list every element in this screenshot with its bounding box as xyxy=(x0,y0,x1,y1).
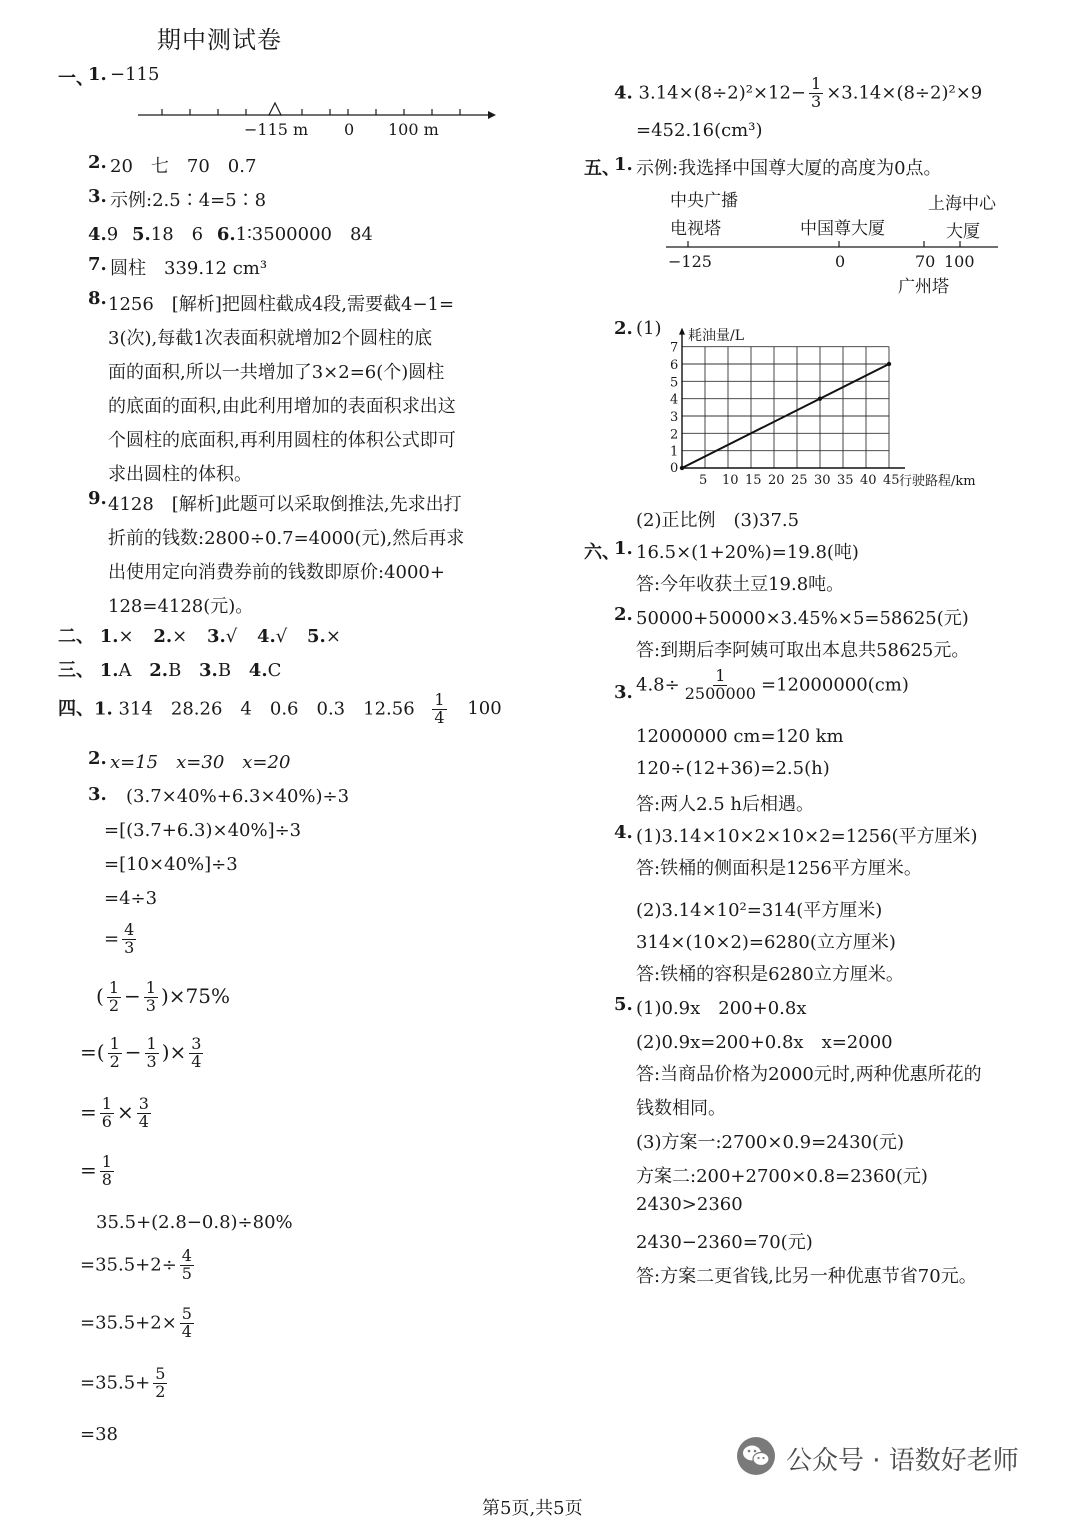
fuel-consumption-chart xyxy=(664,320,1004,492)
s6-q4-line2: (2)3.14×10²=314(平方厘米) xyxy=(636,900,883,921)
wechat-icon xyxy=(736,1436,776,1481)
y-tick-label: 3 xyxy=(670,410,679,425)
q9-line: 出使用定向消费券前的钱数即原价:4000+ xyxy=(108,562,445,583)
frac-num: 1 xyxy=(811,76,822,93)
s6-q4-line1: (1)3.14×10×2×10×2=1256(平方厘米) xyxy=(636,826,978,847)
y-tick-label: 5 xyxy=(670,375,679,391)
s4-q1-tail: 100 xyxy=(467,698,502,720)
fraction xyxy=(180,1248,194,1283)
calc2-line1 xyxy=(96,980,230,1015)
section-4-q1-row xyxy=(58,692,502,727)
r-q4-number: 4. xyxy=(614,82,633,104)
minus-sign: − xyxy=(124,983,141,1008)
open-paren: ( xyxy=(96,983,104,1008)
equals-sign: = xyxy=(104,928,120,950)
s6-q4-number: 4. xyxy=(614,822,633,843)
s3-num: 4. xyxy=(248,660,268,681)
s2-num: 5. xyxy=(307,626,326,647)
fraction xyxy=(180,1306,194,1341)
nl-label-0: 0 xyxy=(344,120,355,139)
origin-label: 0 xyxy=(670,461,679,476)
s6-q1-calc: 16.5×(1+20%)=19.8(吨) xyxy=(636,542,859,563)
frac-den: 2 xyxy=(108,995,119,1015)
x-tick-label: 45 xyxy=(883,473,900,488)
section-5-label: 五、 xyxy=(584,158,620,179)
frac-den: 3 xyxy=(145,995,156,1015)
s4-q1-answer: 314 28.26 4 0.6 0.3 12.56 xyxy=(118,698,415,720)
x-tick-label: 25 xyxy=(791,473,808,488)
s5-q2-part: (1) xyxy=(636,318,662,339)
y-tick-label: 2 xyxy=(670,427,679,443)
label-sh-line2: 大厦 xyxy=(946,222,980,242)
label-sh-line1: 上海中心 xyxy=(928,194,996,214)
s2-num: 4. xyxy=(257,626,276,647)
s6-q3-pre: 4.8÷ xyxy=(636,674,680,696)
y-tick-label: 7 xyxy=(670,340,679,356)
eq-open: =( xyxy=(80,1039,105,1064)
x-tick-label: 15 xyxy=(745,473,762,488)
calc2-line2 xyxy=(80,1036,206,1071)
s3-ans: B xyxy=(168,660,182,681)
s6-q2-number: 2. xyxy=(614,604,633,625)
frac-num: 3 xyxy=(191,1034,202,1053)
s6-q5-line3: (3)方案一:2700×0.9=2430(元) xyxy=(636,1132,905,1153)
s1-q8-explanation xyxy=(108,288,456,492)
s6-q5-line5: 2430>2360 xyxy=(636,1194,743,1215)
x-tick-label: 40 xyxy=(860,473,877,488)
frac-num: 1 xyxy=(145,978,156,997)
s1-q2-number: 2. xyxy=(88,152,107,173)
fraction xyxy=(100,1154,114,1189)
frac-den: 6 xyxy=(101,1111,112,1131)
frac-num: 5 xyxy=(155,1364,166,1383)
q8-line: 求出圆柱的体积。 xyxy=(108,464,252,485)
fraction xyxy=(100,1096,114,1131)
r-q4-part2: ×3.14×(8÷2)²×9 xyxy=(826,82,983,104)
equals-sign: = xyxy=(80,1157,97,1182)
fraction xyxy=(683,668,758,703)
calc3-line4 xyxy=(80,1366,170,1401)
r-q4-part1: 3.14×(8÷2)²×12− xyxy=(638,82,807,104)
s4-q2-answer: x=15 x=30 x=20 xyxy=(110,752,291,773)
calc1-final-fraction xyxy=(122,922,136,957)
s1-q5-answer: 18 6 xyxy=(150,224,204,245)
calc3-text: =35.5+2× xyxy=(80,1312,177,1334)
fraction xyxy=(107,980,121,1015)
s2-ans: × xyxy=(325,626,341,647)
frac-den: 2500000 xyxy=(684,683,756,703)
s4-q2-number: 2. xyxy=(88,748,107,769)
s6-q5-number: 5. xyxy=(614,994,633,1015)
frac-num: 4 xyxy=(181,1246,192,1265)
calc1-line: =[10×40%]÷3 xyxy=(104,854,238,875)
frac-num: 5 xyxy=(181,1304,192,1323)
fraction xyxy=(144,980,158,1015)
s1-q4-number: 4. xyxy=(88,224,107,245)
frac-den: 3 xyxy=(146,1051,157,1071)
fraction xyxy=(108,1036,122,1071)
frac-num: 1 xyxy=(109,1034,120,1053)
s2-num: 2. xyxy=(153,626,173,647)
calc3-text: =35.5+ xyxy=(80,1372,151,1394)
frac-num: 1 xyxy=(146,1034,157,1053)
frac-num: 4 xyxy=(124,920,135,939)
watermark-text: 公众号 · 语数好老师 xyxy=(786,1446,1019,1476)
frac-den: 2 xyxy=(155,1381,166,1401)
page-footer: 第5页,共5页 xyxy=(482,1498,583,1519)
s6-q5-line2: (2)0.9x=200+0.8x x=2000 xyxy=(636,1032,893,1053)
s6-q3-line2: 12000000 cm=120 km xyxy=(636,726,844,747)
section-2-row xyxy=(58,622,341,648)
chart-ticks xyxy=(670,341,900,488)
nl-label-100: 100 m xyxy=(388,120,439,139)
calc1-line: (3.7×40%+6.3×40%)÷3 xyxy=(126,786,350,807)
section-2-label: 二、 xyxy=(58,626,94,647)
s1-q3-answer: 示例:2.5∶4=5∶8 xyxy=(110,190,267,211)
frac-den: 5 xyxy=(181,1263,192,1283)
s1-q1-number: 1. xyxy=(88,64,107,85)
s5-q2-after: (2)正比例 (3)37.5 xyxy=(636,510,800,531)
s2-ans: × xyxy=(118,626,134,647)
s3-num: 1. xyxy=(99,660,119,681)
chart-xlabel: 行驶路程/km xyxy=(899,474,976,489)
s4-q1-fraction xyxy=(432,692,446,727)
s6-q2-calc: 50000+50000×3.45%×5=58625(元) xyxy=(636,608,969,629)
s5-q2-number: 2. xyxy=(614,318,633,339)
q8-line: 的底面的面积,由此利用增加的表面积求出这 xyxy=(108,396,456,417)
nl2-100: 100 xyxy=(944,252,975,271)
data-point xyxy=(680,466,684,470)
section-1-label: 一、 xyxy=(58,68,94,89)
s1-q7-number: 7. xyxy=(88,254,107,275)
y-tick-label: 6 xyxy=(670,358,679,373)
s6-q5-line6: 2430−2360=70(元) xyxy=(636,1232,813,1253)
s6-q2-answer: 答:到期后李阿姨可取出本息共58625元。 xyxy=(636,640,970,661)
q8-line: 3(次),每截1次表面积就增加2个圆柱的底 xyxy=(108,328,433,349)
equals-sign: = xyxy=(80,1099,97,1124)
calc3-line1: 35.5+(2.8−0.8)÷80% xyxy=(96,1212,293,1233)
calc3-line5: =38 xyxy=(80,1424,118,1445)
q8-line: 面的面积,所以一共增加了3×2=6(个)圆柱 xyxy=(108,362,445,383)
data-point xyxy=(887,362,891,366)
section-3-label: 三、 xyxy=(58,660,94,681)
label-gz: 广州塔 xyxy=(898,277,949,297)
frac-den: 3 xyxy=(124,937,135,957)
section-6-label: 六、 xyxy=(584,542,620,563)
r-q4-row xyxy=(614,76,1024,111)
s1-q4-q6-row xyxy=(88,220,373,246)
fraction xyxy=(153,1366,167,1401)
frac-num: 3 xyxy=(138,1094,149,1113)
s3-num: 2. xyxy=(149,660,169,681)
s2-num: 1. xyxy=(99,626,119,647)
s6-q3-answer: 答:两人2.5 h后相遇。 xyxy=(636,794,815,815)
label-zgz: 中国尊大厦 xyxy=(800,219,885,239)
s3-num: 3. xyxy=(199,660,218,681)
s1-q4-answer: 9 xyxy=(106,224,119,245)
calc2-line4 xyxy=(80,1154,117,1189)
nl2-neg125: −125 xyxy=(668,252,712,271)
calc1-line: =[(3.7+6.3)×40%]÷3 xyxy=(104,820,302,841)
s6-q4-answer1: 答:铁桶的侧面积是1256平方厘米。 xyxy=(636,858,922,879)
s4-q3-number: 3. xyxy=(88,784,107,805)
s2-ans: √ xyxy=(225,626,238,647)
fraction xyxy=(189,1036,203,1071)
s3-ans: C xyxy=(267,660,282,681)
nl2-70: 70 xyxy=(915,252,936,271)
s6-q3-number: 3. xyxy=(614,682,633,703)
s6-q4-line3: 314×(10×2)=6280(立方厘米) xyxy=(636,932,896,953)
x-tick-label: 5 xyxy=(699,473,708,488)
frac-den: 4 xyxy=(181,1321,192,1341)
frac-num: 1 xyxy=(101,1152,112,1171)
s6-q3-row xyxy=(636,668,909,703)
s6-q5-answer3: 答:方案二更省钱,比另一种优惠节省70元。 xyxy=(636,1266,977,1287)
y-tick-label: 4 xyxy=(670,392,679,408)
number-line-1 xyxy=(130,98,500,142)
frac-den: 4 xyxy=(191,1051,202,1071)
data-point xyxy=(818,396,822,400)
nl-label-neg115: −115 m xyxy=(244,120,309,139)
frac-num: 1 xyxy=(434,690,445,709)
fraction xyxy=(145,1036,159,1071)
label-cctv-line1: 中央广播 xyxy=(670,191,738,211)
times-sign: × xyxy=(116,1099,134,1124)
y-tick-label: 1 xyxy=(670,444,679,460)
s1-q6-number: 6. xyxy=(216,224,236,245)
s6-q1-number: 1. xyxy=(614,538,633,559)
chart-axes xyxy=(679,328,905,468)
s6-q3-post: =12000000(cm) xyxy=(760,674,909,696)
frac-den: 4 xyxy=(138,1111,149,1131)
q9-line: 4128 [解析]此题可以采取倒推法,先求出打 xyxy=(108,494,462,515)
calc2-line3 xyxy=(80,1096,154,1131)
s5-q1-number: 1. xyxy=(614,154,633,175)
s1-q9-number: 9. xyxy=(88,488,107,509)
fraction xyxy=(137,1096,151,1131)
x-tick-label: 10 xyxy=(722,473,739,488)
s2-ans: × xyxy=(172,626,188,647)
x-tick-label: 35 xyxy=(837,473,854,488)
calc1-final-row xyxy=(104,922,139,957)
watermark xyxy=(736,1436,1019,1481)
s6-q5-answer1: 答:当商品价格为2000元时,两种优惠所花的 xyxy=(636,1064,982,1085)
s6-q4-answer2: 答:铁桶的容积是6280立方厘米。 xyxy=(636,964,904,985)
q9-line: 折前的钱数:2800÷0.7=4000(元),然后再求 xyxy=(108,528,465,549)
s5-q1-text: 示例:我选择中国尊大厦的高度为0点。 xyxy=(636,158,942,179)
q9-line: 128=4128(元)。 xyxy=(108,596,254,617)
s6-q5-line4: 方案二:200+2700×0.8=2360(元) xyxy=(636,1166,928,1187)
calc3-text: =35.5+2÷ xyxy=(80,1254,177,1276)
frac-den: 2 xyxy=(109,1051,120,1071)
s3-ans: B xyxy=(217,660,232,681)
section-4-label: 四、 xyxy=(58,698,94,720)
close-times: )× xyxy=(161,1039,187,1064)
chart-grid xyxy=(682,347,889,468)
q8-line: 个圆柱的底面积,再利用圆柱的体积公式即可 xyxy=(108,430,456,451)
s6-q1-answer: 答:今年收获土豆19.8吨。 xyxy=(636,574,845,595)
calc1-line: =4÷3 xyxy=(104,888,158,909)
frac-den: 4 xyxy=(434,707,445,727)
chart-ylabel: 耗油量/L xyxy=(688,328,745,344)
q8-line: 1256 [解析]把圆柱截成4段,需要截4−1= xyxy=(108,294,455,315)
x-tick-label: 20 xyxy=(768,473,785,488)
s1-q9-explanation xyxy=(108,488,464,624)
s2-num: 3. xyxy=(206,626,226,647)
s1-q5-number: 5. xyxy=(131,224,151,245)
s6-q3-line3: 120÷(12+36)=2.5(h) xyxy=(636,758,830,779)
y-axis-arrow-icon xyxy=(679,328,685,335)
number-line-2 xyxy=(660,184,1010,300)
s6-q5-line1: (1)0.9x 200+0.8x xyxy=(636,998,807,1019)
label-cctv-line2: 电视塔 xyxy=(670,219,721,239)
times-75pct: )×75% xyxy=(160,983,230,1008)
minus-sign: − xyxy=(124,1039,142,1064)
frac-num: 1 xyxy=(715,666,726,685)
r-q4-result: =452.16(cm³) xyxy=(636,120,763,141)
page-title: 期中测试卷 xyxy=(157,26,282,54)
x-tick-label: 30 xyxy=(814,473,831,488)
fraction xyxy=(809,76,823,111)
s1-q6-answer: 1∶3500000 84 xyxy=(235,224,373,245)
s3-ans: A xyxy=(118,660,132,681)
s2-ans: √ xyxy=(275,626,288,647)
s1-q1-answer: −115 xyxy=(110,64,160,85)
nl2-0: 0 xyxy=(835,252,846,271)
s4-q1-number: 1. xyxy=(94,698,113,720)
calc3-line3 xyxy=(80,1306,197,1341)
frac-den: 3 xyxy=(811,91,822,111)
frac-num: 1 xyxy=(101,1094,112,1113)
s1-q7-answer: 圆柱 339.12 cm³ xyxy=(110,258,268,279)
calc3-line2 xyxy=(80,1248,197,1283)
s1-q2-answer: 20 七 70 0.7 xyxy=(110,156,257,177)
section-3-row xyxy=(58,656,281,682)
frac-den: 8 xyxy=(101,1169,112,1189)
frac-num: 1 xyxy=(108,978,119,997)
s1-q3-number: 3. xyxy=(88,186,107,207)
triangle-marker-icon xyxy=(269,103,281,115)
s6-q5-answer1-cont: 钱数相同。 xyxy=(636,1098,726,1119)
s1-q8-number: 8. xyxy=(88,288,107,309)
